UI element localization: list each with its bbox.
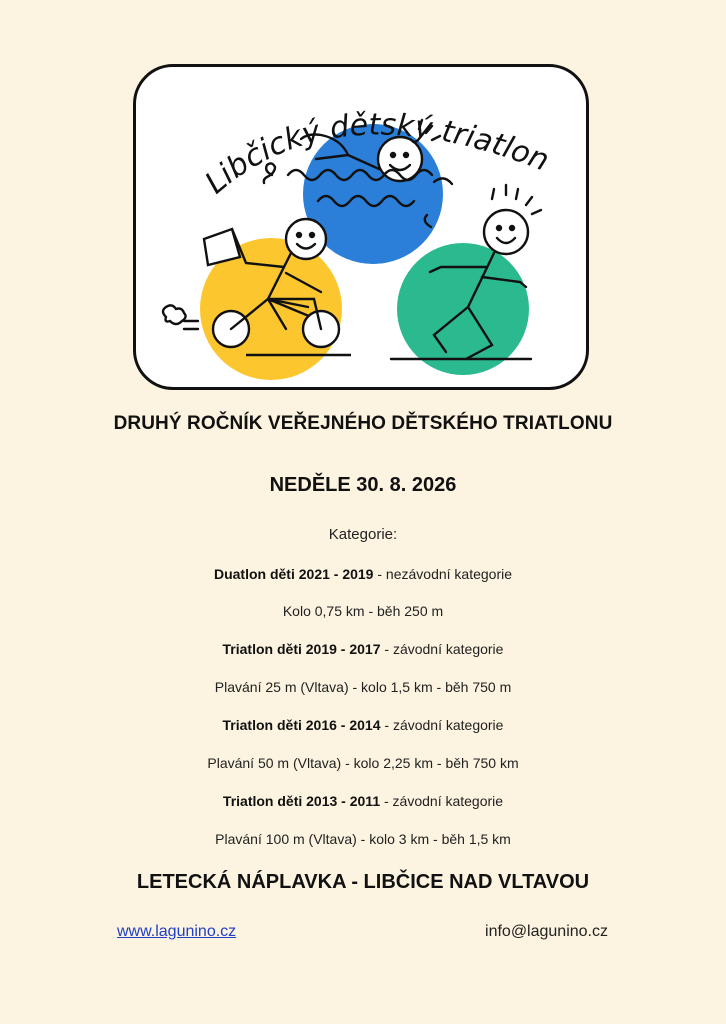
logo-artwork	[136, 67, 586, 387]
website-link[interactable]: www.lagunino.cz	[117, 923, 237, 940]
venue: LETECKÁ NÁPLAVKA - LIBČICE NAD VLTAVOU	[136, 871, 590, 893]
category-detail: Plavání 25 m (Vltava) - kolo 1,5 km - běh 750 m	[214, 679, 512, 695]
contact-email: info@lagunino.cz	[485, 923, 608, 940]
category-detail: Plavání 50 m (Vltava) - kolo 2,25 km - běh 750 km	[207, 755, 519, 771]
category-name: Triatlon děti 2019 - 2017	[222, 641, 381, 657]
logo-title: Libčický dětský triatlon	[198, 107, 554, 201]
event-date: NEDĚLE 30. 8. 2026	[269, 474, 457, 496]
categories-label: Kategorie:	[328, 526, 398, 543]
category-type: - závodní kategorie	[380, 793, 504, 809]
category-type: - závodní kategorie	[380, 717, 504, 733]
category-name: Triatlon děti 2013 - 2011	[222, 793, 381, 809]
category-name: Duatlon děti 2021 - 2019	[213, 566, 374, 582]
category-type: - závodní kategorie	[380, 641, 504, 657]
event-heading: DRUHÝ ROČNÍK VEŘEJNÉHO DĚTSKÉHO TRIATLONU	[113, 413, 613, 434]
category-title	[0, 566, 726, 582]
category-title	[0, 641, 726, 657]
category-name: Triatlon děti 2016 - 2014	[222, 717, 381, 733]
category-type: - nezávodní kategorie	[373, 566, 513, 582]
category-title	[0, 717, 726, 733]
category-detail: Kolo 0,75 km - běh 250 m	[282, 603, 444, 619]
event-logo	[133, 64, 589, 390]
category-title	[0, 793, 726, 809]
run-circle	[397, 243, 529, 375]
category-detail: Plavání 100 m (Vltava) - kolo 3 km - běh 1,5 km	[215, 831, 511, 847]
